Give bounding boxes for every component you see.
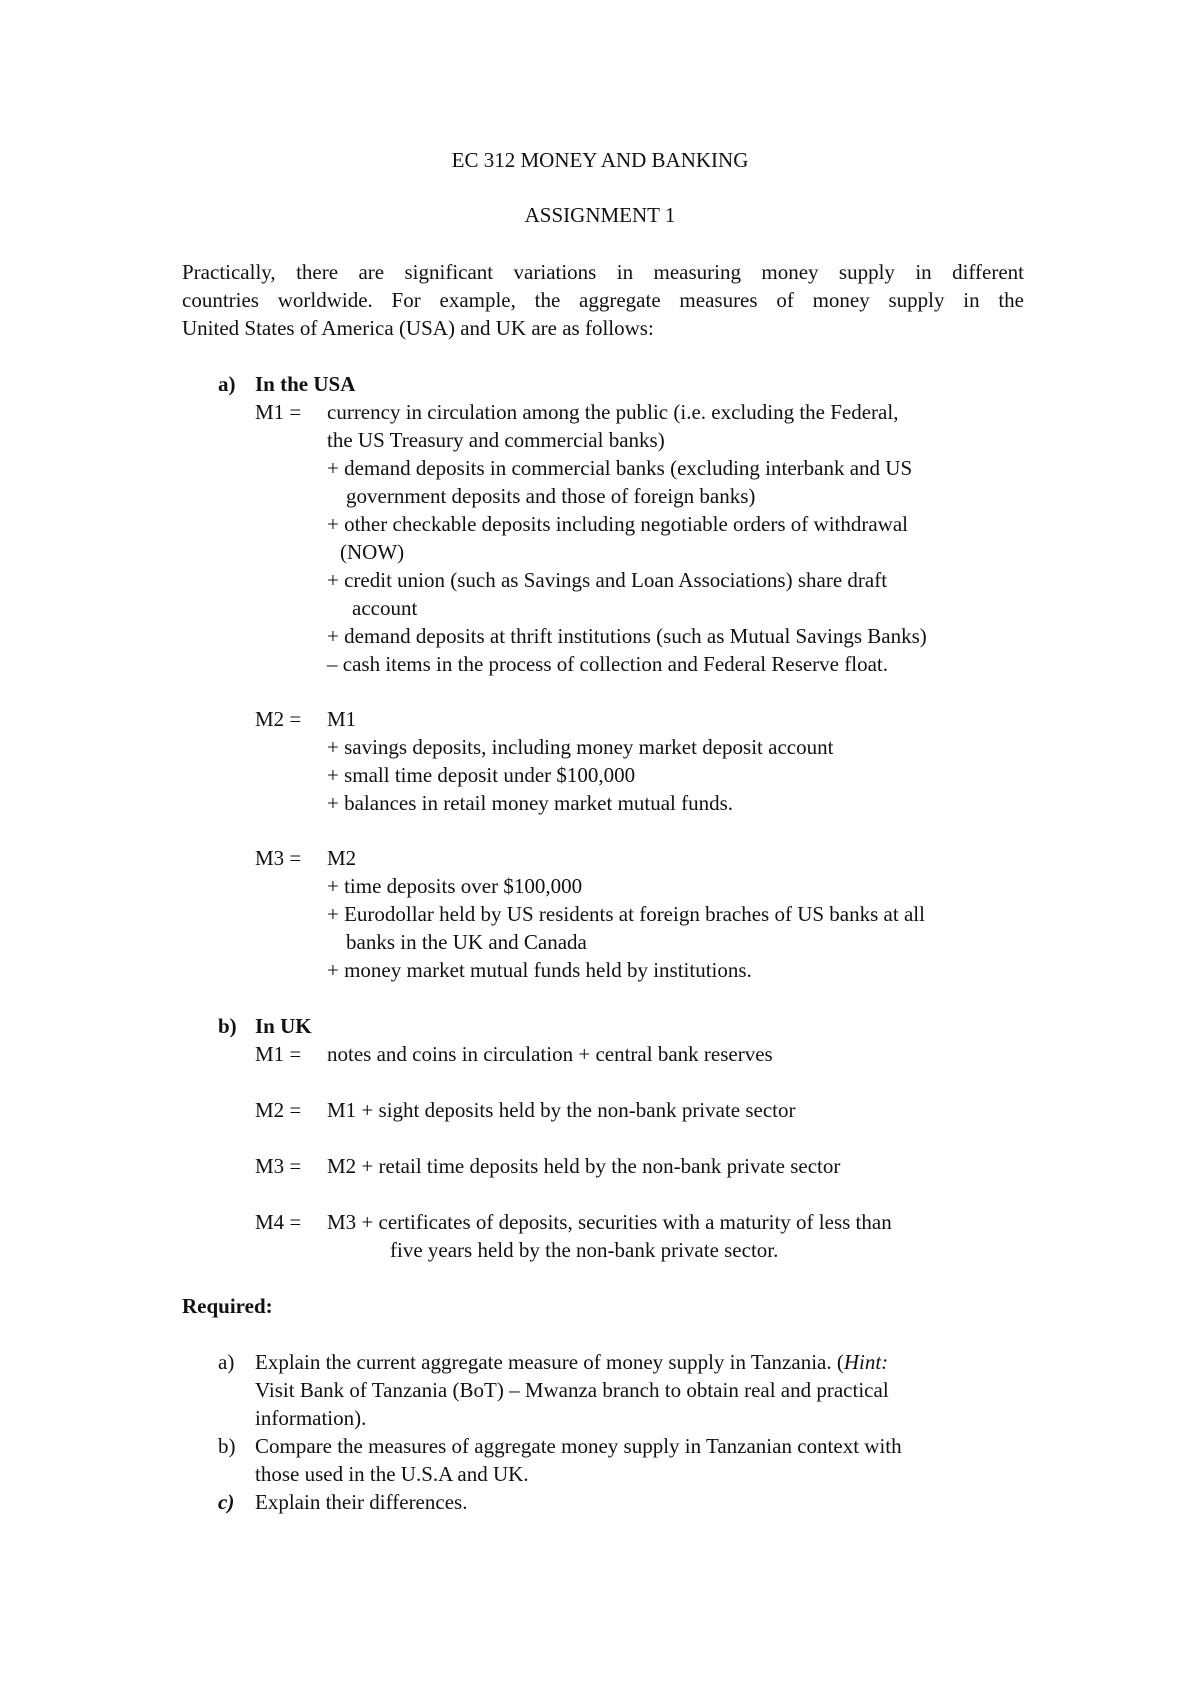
usa-m3-label: M3 = (255, 846, 302, 870)
usa-m3-line: M2 (327, 846, 357, 870)
uk-m1-text: notes and coins in circulation + central bank reserves (327, 1042, 773, 1066)
uk-m2-label: M2 = (255, 1098, 302, 1122)
section-heading-uk: In UK (255, 1014, 312, 1038)
usa-m1-item: account (352, 596, 418, 620)
usa-m1-item: (NOW) (340, 540, 405, 564)
usa-m2-item: + savings deposits, including money market deposit account (327, 735, 834, 759)
uk-m1-label: M1 = (255, 1042, 302, 1066)
usa-m1-label: M1 = (255, 400, 302, 424)
usa-m2-item: + balances in retail money market mutual funds. (327, 791, 734, 815)
usa-m2-item: + small time deposit under $100,000 (327, 763, 636, 787)
required-marker-a: a) (218, 1350, 235, 1374)
required-item-a-line: Visit Bank of Tanzania (BoT) – Mwanza branch to obtain real and practical (255, 1378, 889, 1402)
required-heading: Required: (182, 1294, 273, 1318)
intro-line: Practically, there are significant variations in measuring money supply in different (182, 260, 1024, 284)
uk-m4-line: M3 + certificates of deposits, securities with a maturity of less than (327, 1210, 892, 1234)
hint-label: Hint: (843, 1350, 889, 1374)
required-item-c-line: Explain their differences. (255, 1490, 468, 1514)
required-item-b-line: those used in the U.S.A and UK. (255, 1462, 529, 1486)
usa-m1-item: government deposits and those of foreign banks) (346, 484, 756, 508)
section-marker-uk: b) (218, 1014, 237, 1038)
usa-m3-item: + time deposits over $100,000 (327, 874, 583, 898)
usa-m2-label: M2 = (255, 707, 302, 731)
uk-m4-label: M4 = (255, 1210, 302, 1234)
usa-m1-line: the US Treasury and commercial banks) (327, 428, 665, 452)
required-marker-b: b) (218, 1434, 236, 1458)
usa-m1-item: + credit union (such as Savings and Loan Associations) share draft (327, 568, 888, 592)
required-item-a-text: Explain the current aggregate measure of money supply in Tanzania. ( (255, 1350, 844, 1374)
uk-m2-text: M1 + sight deposits held by the non-bank private sector (327, 1098, 796, 1122)
usa-m1-item: – cash items in the process of collection and Federal Reserve float. (327, 652, 888, 676)
intro-paragraph (182, 258, 1024, 342)
intro-line: United States of America (USA) and UK are as follows: (182, 316, 654, 340)
course-title: EC 312 MONEY AND BANKING (451, 148, 749, 172)
usa-m3-item: banks in the UK and Canada (346, 930, 587, 954)
required-item-a-line (255, 1348, 888, 1376)
required-item-b-line: Compare the measures of aggregate money supply in Tanzanian context with (255, 1434, 902, 1458)
usa-m1-item: + demand deposits in commercial banks (excluding interbank and US (327, 456, 913, 480)
intro-line: countries worldwide. For example, the aggregate measures of money supply in the (182, 288, 1024, 312)
usa-m1-line: currency in circulation among the public (i.e. excluding the Federal, (327, 400, 899, 424)
usa-m3-item: + Eurodollar held by US residents at foreign braches of US banks at all (327, 902, 925, 926)
section-heading-usa: In the USA (255, 372, 356, 396)
uk-m3-label: M3 = (255, 1154, 302, 1178)
usa-m2-line: M1 (327, 707, 357, 731)
usa-m1-item: + other checkable deposits including negotiable orders of withdrawal (327, 512, 908, 536)
usa-m1-item: + demand deposits at thrift institutions (such as Mutual Savings Banks) (327, 624, 927, 648)
usa-m3-item: + money market mutual funds held by institutions. (327, 958, 752, 982)
uk-m3-text: M2 + retail time deposits held by the non-bank private sector (327, 1154, 841, 1178)
assignment-title: ASSIGNMENT 1 (524, 203, 676, 227)
uk-m4-line: five years held by the non-bank private sector. (390, 1238, 779, 1262)
required-marker-c: c) (218, 1490, 235, 1514)
section-marker-usa: a) (218, 372, 236, 396)
required-item-a-line: information). (255, 1406, 367, 1430)
